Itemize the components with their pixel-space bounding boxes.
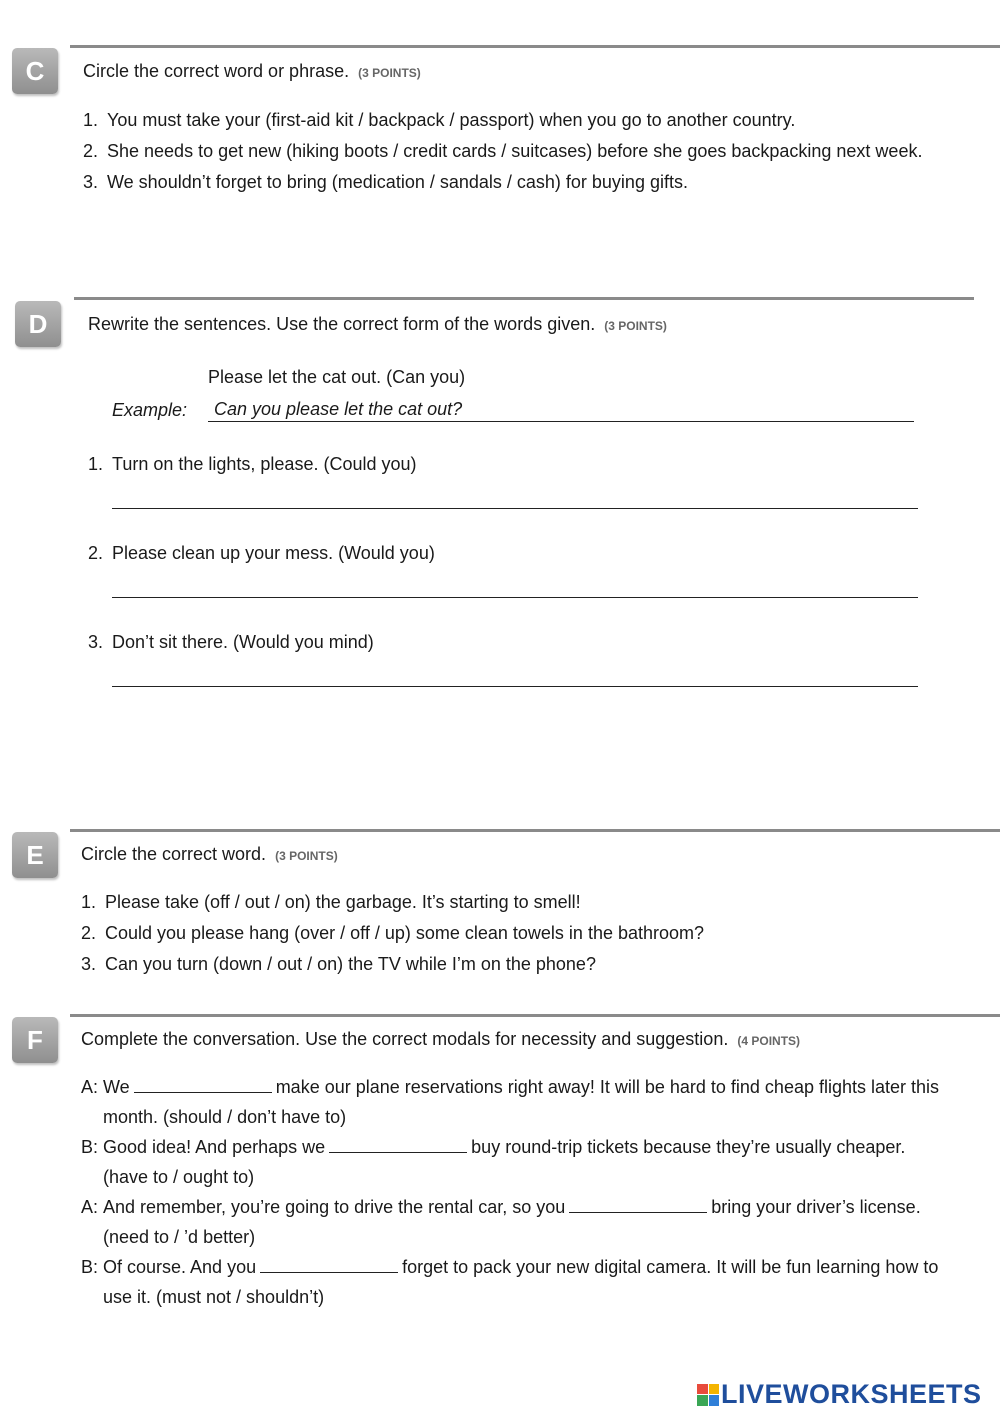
line-text-after: forget to pack your new digital camera. It will be fun learning how to: [402, 1257, 939, 1277]
section-c-badge: C: [12, 48, 58, 94]
section-c-divider: [70, 45, 1000, 48]
line-continuation: (need to / ’d better): [103, 1227, 256, 1247]
section-f-divider: [70, 1014, 1000, 1017]
conversation-line-1: [81, 1072, 939, 1132]
line-text-before: Good idea! And perhaps we: [103, 1137, 326, 1157]
section-d-instruction: [88, 314, 667, 335]
item-text: She needs to get new (hiking boots / credit cards / suitcases) before she goes backpacking next week.: [107, 141, 923, 161]
item-number: 2.: [88, 543, 104, 563]
section-e-instruction: [81, 844, 338, 865]
item-text: Please take (off / out / on) the garbage. It’s starting to smell!: [105, 892, 581, 912]
item-number: 3.: [83, 172, 99, 192]
speaker-label: A:: [81, 1077, 99, 1097]
answer-line-1[interactable]: [112, 508, 918, 509]
item-text: You must take your (first-aid kit / backpack / passport) when you go to another country.: [107, 110, 796, 130]
section-e-points: (3 POINTS): [275, 849, 338, 863]
item-text: Turn on the lights, please. (Could you): [112, 454, 417, 474]
section-e-item-3: [81, 954, 596, 975]
logo-mark-square: [709, 1384, 720, 1395]
logo-mark-square: [709, 1395, 720, 1406]
item-text: Don’t sit there. (Would you mind): [112, 632, 374, 652]
logo-text: LIVEWORKSHEETS: [721, 1379, 982, 1409]
section-d-item-1: [88, 454, 417, 475]
section-c-instruction-text: Circle the correct word or phrase.: [83, 61, 350, 81]
item-number: 2.: [81, 923, 97, 943]
line-text-after: buy round-trip tickets because they’re usually cheaper.: [471, 1137, 906, 1157]
section-f-instruction: [81, 1029, 800, 1050]
item-text: Please clean up your mess. (Would you): [112, 543, 435, 563]
line-text-before: Of course. And you: [103, 1257, 257, 1277]
section-c-instruction: [83, 61, 421, 82]
item-text: Could you please hang (over / off / up) some clean towels in the bathroom?: [105, 923, 705, 943]
logo-mark-square: [697, 1384, 708, 1395]
fill-in-blank-3[interactable]: [569, 1196, 707, 1213]
fill-in-blank-1[interactable]: [134, 1076, 272, 1093]
fill-in-blank-2[interactable]: [329, 1136, 467, 1153]
section-c-item-2: [83, 141, 922, 162]
section-f-points: (4 POINTS): [737, 1034, 801, 1048]
section-e-item-1: [81, 892, 581, 913]
section-d-example-answer: Can you please let the cat out?: [208, 399, 914, 422]
speaker-label: B:: [81, 1257, 99, 1277]
line-text-before: And remember, you’re going to drive the rental car, so you: [103, 1197, 566, 1217]
item-number: 3.: [88, 632, 104, 652]
line-continuation: use it. (must not / shouldn’t): [103, 1287, 325, 1307]
logo-mark-icon: [697, 1384, 719, 1406]
section-d-item-3: [88, 632, 374, 653]
item-text: Can you turn (down / out / on) the TV while I’m on the phone?: [105, 954, 596, 974]
speaker-label: B:: [81, 1137, 99, 1157]
speaker-label: A:: [81, 1197, 99, 1217]
line-text-after: bring your driver’s license.: [711, 1197, 921, 1217]
section-e-badge: E: [12, 832, 58, 878]
section-c-item-3: [83, 172, 688, 193]
item-number: 1.: [88, 454, 104, 474]
item-number: 1.: [81, 892, 97, 912]
answer-line-3[interactable]: [112, 686, 918, 687]
section-e-item-2: [81, 923, 704, 944]
conversation-line-4: [81, 1252, 939, 1312]
section-d-example-prompt: Please let the cat out. (Can you): [208, 367, 466, 387]
conversation: [81, 1072, 939, 1312]
line-text-before: We: [103, 1077, 130, 1097]
liveworksheets-logo: [697, 1379, 982, 1410]
section-c-item-1: [83, 110, 795, 131]
section-d-points: (3 POINTS): [604, 319, 667, 333]
item-number: 1.: [83, 110, 99, 130]
answer-line-2[interactable]: [112, 597, 918, 598]
section-d-item-2: [88, 543, 435, 564]
item-text: We shouldn’t forget to bring (medication / sandals / cash) for buying gifts.: [107, 172, 688, 192]
section-e-instruction-text: Circle the correct word.: [81, 844, 267, 864]
section-d-example-label: Example:: [112, 400, 188, 420]
line-text-after: make our plane reservations right away! It will be hard to find cheap flights later this: [275, 1077, 940, 1097]
conversation-line-3: [81, 1192, 939, 1252]
section-f-badge: F: [12, 1017, 58, 1063]
section-c-points: (3 POINTS): [358, 66, 421, 80]
item-number: 2.: [83, 141, 99, 161]
section-d-badge: D: [15, 301, 61, 347]
fill-in-blank-4[interactable]: [260, 1256, 398, 1273]
section-d-divider: [74, 297, 974, 300]
item-number: 3.: [81, 954, 97, 974]
section-e-divider: [70, 829, 1000, 832]
conversation-line-2: [81, 1132, 939, 1192]
section-d-instruction-text: Rewrite the sentences. Use the correct form of the words given.: [88, 314, 596, 334]
line-continuation: month. (should / don’t have to): [103, 1107, 347, 1127]
section-f-instruction-text: Complete the conversation. Use the correct modals for necessity and suggestion.: [81, 1029, 729, 1049]
logo-mark-square: [697, 1395, 708, 1406]
line-continuation: (have to / ought to): [103, 1167, 255, 1187]
